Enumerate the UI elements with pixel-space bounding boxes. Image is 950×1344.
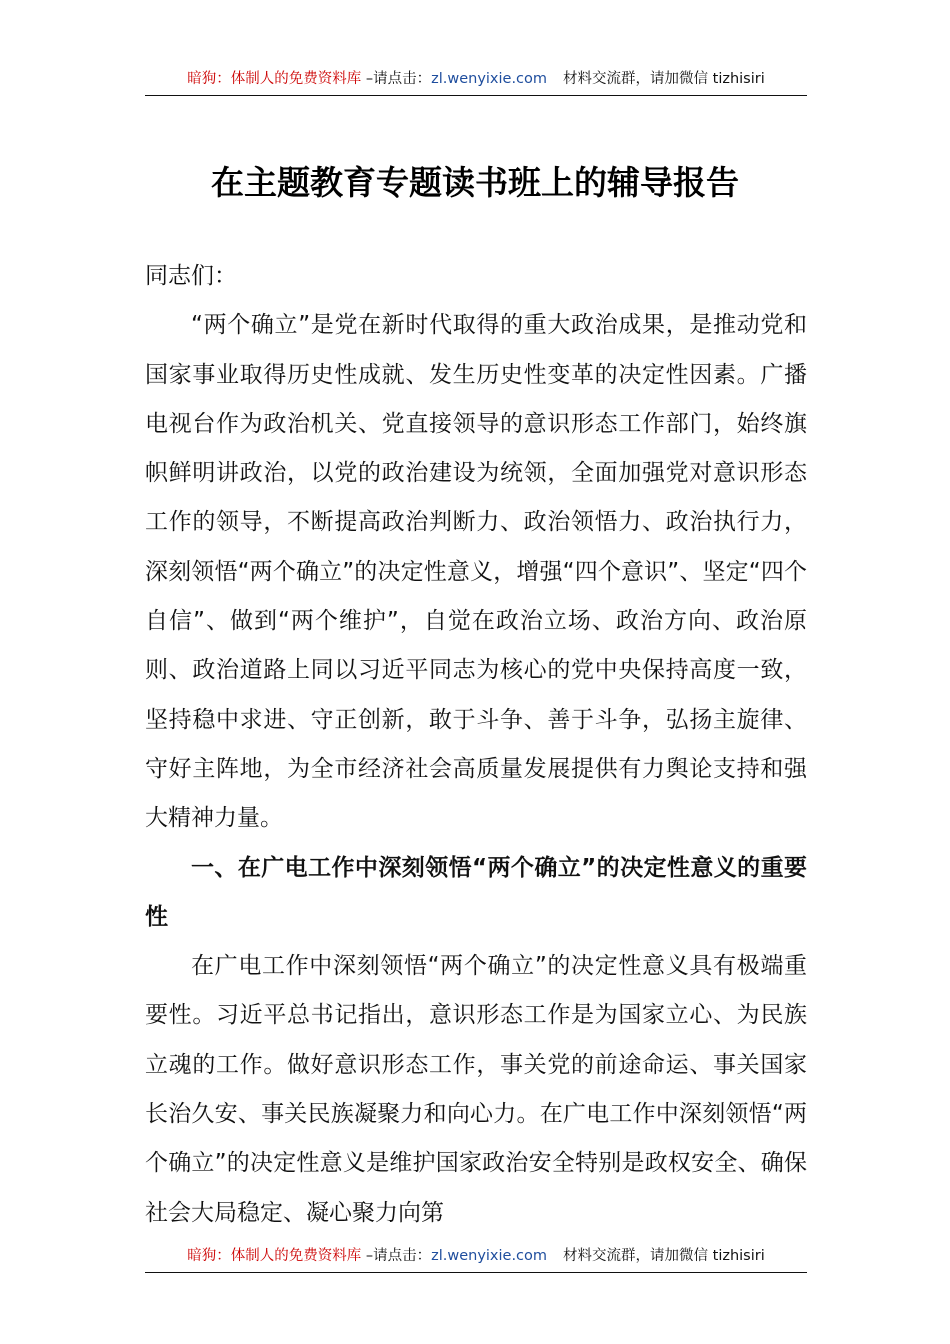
banner-link[interactable]: zl.wenyixie.com	[431, 1248, 548, 1264]
document-title: 在主题教育专题读书班上的辅导报告	[211, 163, 739, 202]
footer-banner	[145, 1241, 807, 1273]
section-heading: 一、在广电工作中深刻领悟“两个确立”的决定性意义的重要性	[145, 854, 807, 930]
document-body	[145, 252, 807, 1238]
paragraph: 在广电工作中深刻领悟“两个确立”的决定性意义具有极端重要性。习近平总书记指出，意识形态工作是为国家立心、为民族立魂的工作。做好意识形态工作，事关党的前途命运、事关国家长治久安、事关民族凝聚力和向心力。在广电工作中深刻领悟“两个确立”的决定性意义是维护国家政治安全特别是政权安全、确保社会大局稳定、凝心聚力向第	[145, 953, 807, 1226]
banner-brand: 暗狗：体制人的免费资料库	[187, 1248, 362, 1264]
paragraph: “两个确立”是党在新时代取得的重大政治成果，是推动党和国家事业取得历史性成就、发生历史性变革的决定性因素。广播电视台作为政治机关、党直接领导的意识形态工作部门，始终旗帜鲜明讲政治，以党的政治建设为统领，全面加强党对意识形态工作的领导，不断提高政治判断力、政治领悟力、政治执行力，深刻领悟“两个确立”的决定性意义，增强“四个意识”、坚定“四个自信”、做到“两个维护”，自觉在政治立场、政治方向、政治原则、政治道路上同以习近平同志为核心的党中央保持高度一致，坚持稳中求进、守正创新，敢于斗争、善于斗争，弘扬主旋律、守好主阵地，为全市经济社会高质量发展提供有力舆论支持和强大精神力量。	[145, 312, 807, 832]
banner-wechat-note: 材料交流群，请加微信 tizhisiri	[563, 1248, 765, 1264]
salutation: 同志们：	[145, 263, 237, 289]
banner-link[interactable]: zl.wenyixie.com	[431, 71, 548, 87]
header-banner	[145, 64, 807, 96]
banner-prompt: –请点击：	[361, 1248, 432, 1264]
banner-wechat-note: 材料交流群，请加微信 tizhisiri	[563, 71, 765, 87]
banner-prompt: –请点击：	[361, 71, 432, 87]
banner-brand: 暗狗：体制人的免费资料库	[187, 71, 362, 87]
